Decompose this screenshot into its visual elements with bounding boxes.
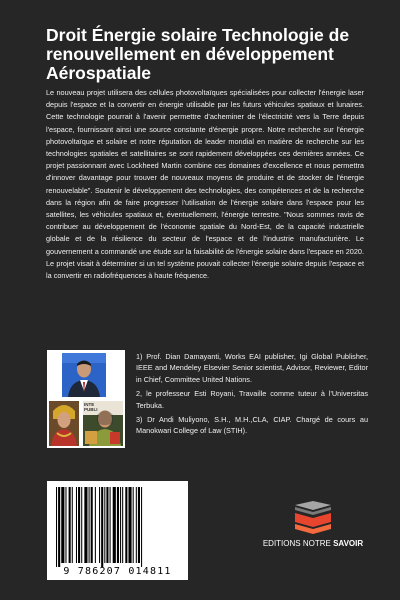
barcode-bar: [101, 487, 103, 567]
barcode-bar: [72, 487, 73, 563]
publisher-logo: [258, 501, 368, 551]
barcode-bar: [125, 487, 127, 563]
barcode-bar: [95, 487, 96, 563]
barcode-bar: [56, 487, 57, 567]
barcode-bar: [113, 487, 116, 563]
photo-caption: INTE PUBLI: [84, 402, 98, 412]
author-photos: [47, 350, 125, 448]
barcode-bar: [136, 487, 137, 563]
barcode-bar: [84, 487, 87, 563]
isbn-number: 9 786207 014811: [63, 566, 172, 577]
author-bios: [136, 351, 368, 440]
barcode-bar: [81, 487, 82, 563]
barcode-bar: [120, 487, 121, 563]
author-bio-3: 3) Dr Andi Muliyono, S.H., M.H.,CLA, CIAP. Chargé de cours au Manokwari College of Law (STIH).: [136, 415, 368, 436]
barcode-bar: [76, 487, 77, 563]
isbn-barcode: [47, 481, 188, 580]
author-photo-1: [62, 353, 106, 397]
author-bio-2: 2, le professeur Esti Royani, Travaille comme tuteur à l'Universitas Terbuka.: [136, 389, 368, 410]
barcode-bar: [89, 487, 90, 563]
author-photo-3: [83, 401, 123, 446]
book-stack-icon: [293, 501, 333, 535]
barcode-bar: [122, 487, 123, 563]
barcode-bar: [65, 487, 66, 563]
author-photo-2: [49, 401, 79, 446]
barcode-bar: [106, 487, 108, 563]
barcode-bar: [110, 487, 111, 563]
barcode-bar: [99, 487, 100, 563]
publisher-bold: SAVOIR: [333, 539, 364, 548]
barcode-bar: [117, 487, 119, 563]
back-cover-description: Le nouveau projet utilisera des cellules photovoltaïques spécialisées pour collecter l'énergie laser depuis l'espace et la convertir en énergie utilisable par les futurs véhicules spatiaux et lunaires. Cette technologie pourrait à l'avenir permettre d'acheminer de l'électricité vers la Terre depuis l'espace, fournissant ainsi une source constante d'énergie propre. Notre recherche sur l'énergie photovoltaïque et solaire et notre réputation de leader mondial en matière de recherche sur les technologies spatiales et satellitaires se sont rapidement développées ces dernières années. Ce projet passionnant avec Lockheed Martin combine ces domaines d'excellence et nous permettra d'innover davantage pour trouver de nouveaux moyens de produire et de stocker de l'énergie renouvelable". Soutenir le développement des technologies, des compétences et de la recherche dans la région afin de faire progresser l'utilisation de l'énergie solaire dans l'espace pour les satellites, les véhicules spatiaux et, éventuellement, l'énergie terrestre. "Nous sommes ravis de contribuer au développement de l'économie spatiale du Nord-Est, de la capacité industrielle globale et de la résilience du secteur de l'espace et de l'industrie manufacturière. Le gouvernement a commandé une étude sur la faisabilité de l'énergie solaire dans l'espace en 2020. Le projet visait à déterminer si un tel système pouvait collecter l'énergie solaire depuis l'espace et la convertir en radiofréquences à haute fréquence.: [46, 88, 364, 281]
publisher-prefix: EDITIONS NOTRE: [262, 539, 331, 548]
barcode-bar: [141, 487, 142, 567]
barcode-bar: [69, 487, 71, 563]
barcode-bar: [61, 487, 64, 563]
barcode-bar: [133, 487, 134, 563]
barcode-bar: [128, 487, 131, 563]
author-bio-1: 1) Prof. Dian Damayanti, Works EAI publisher, Igi Global Publisher, IEEE and Mendeley Elsevier Senior scientist, Advisor, Reviewer, Editor in Chief, Committee United Nations.: [136, 352, 368, 384]
barcode-bar: [91, 487, 93, 563]
barcode-bar: [78, 487, 80, 563]
book-title: Droit Énergie solaire Technologie de renouvellement en développement Aérospatiale: [46, 25, 350, 83]
barcode-bar: [58, 487, 60, 567]
barcode-bar: [104, 487, 105, 563]
barcode-bar: [138, 487, 140, 563]
publisher-name: [258, 539, 368, 548]
